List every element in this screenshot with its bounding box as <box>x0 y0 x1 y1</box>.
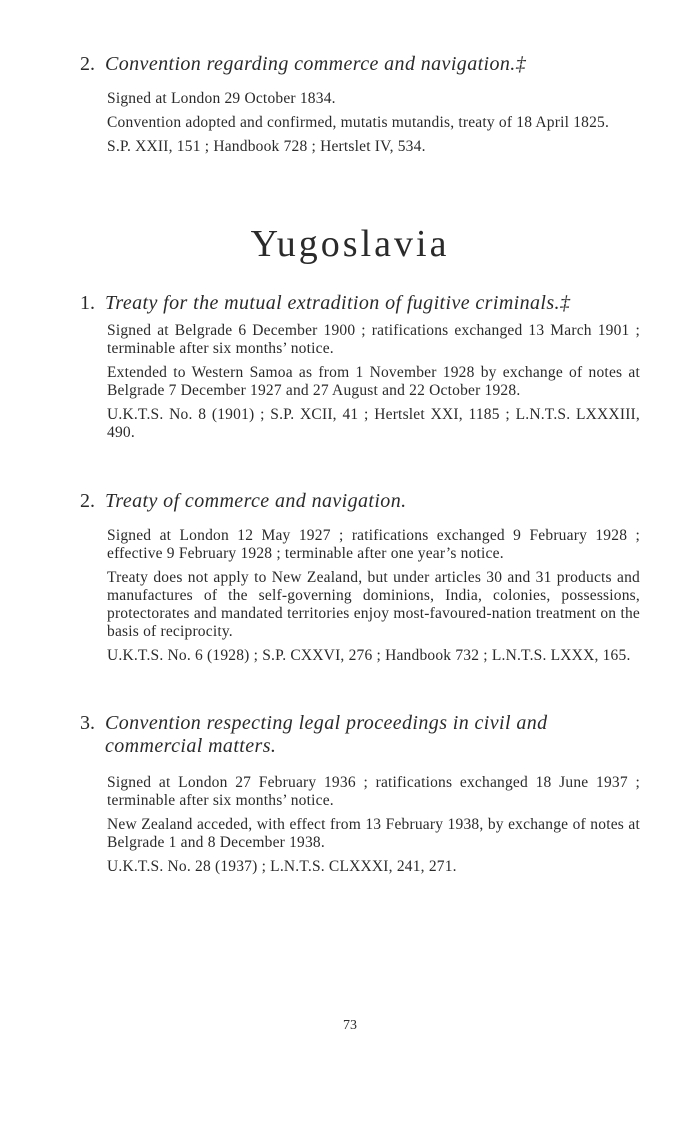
entry-paragraph: Convention adopted and confirmed, mutatis mutandis, treaty of 18 April 1825. <box>107 114 610 131</box>
entry-paragraph: U.K.T.S. No. 6 (1928) ; S.P. CXXVI, 276 ; Handbook 732 ; L.N.T.S. LXXX, 165. <box>107 647 631 664</box>
entry-commerce-navigation-1834 <box>80 53 640 162</box>
entry-title-text: Convention respecting legal proceedings in civil and commercial matters. <box>105 712 548 757</box>
entry-title <box>80 53 640 76</box>
entry-extradition <box>80 292 640 448</box>
entry-paragraph: New Zealand acceded, with effect from 13 February 1938, by exchange of notes at Belgrade 1 and 8 December 1938. <box>107 816 640 851</box>
entry-title-text: Convention regarding commerce and navigation.‡ <box>105 53 527 75</box>
entry-paragraph: Signed at London 29 October 1834. <box>107 90 336 107</box>
entry-title <box>80 490 640 513</box>
entry-paragraph: Signed at London 27 February 1936 ; ratifications exchanged 18 June 1937 ; terminable after six months’ notice. <box>107 774 640 809</box>
entry-number: 2. <box>80 490 95 512</box>
page-number: 73 <box>343 1018 357 1033</box>
entry-number: 3. <box>80 712 95 734</box>
entry-paragraph: S.P. XXII, 151 ; Handbook 728 ; Hertslet IV, 534. <box>107 138 426 155</box>
entry-title-text: Treaty for the mutual extradition of fugitive criminals.‡ <box>105 292 571 314</box>
entry-paragraph: U.K.T.S. No. 8 (1901) ; S.P. XCII, 41 ; Hertslet XXI, 1185 ; L.N.T.S. LXXXIII, 490. <box>107 406 640 441</box>
entry-title-text: Treaty of commerce and navigation. <box>105 490 407 512</box>
entry-number: 1. <box>80 292 95 314</box>
entry-number: 2. <box>80 53 95 75</box>
entry-paragraph: Signed at Belgrade 6 December 1900 ; ratifications exchanged 13 March 1901 ; terminable after six months’ notice. <box>107 322 640 357</box>
entry-paragraph: Extended to Western Samoa as from 1 November 1928 by exchange of notes at Belgrade 7 December 1927 and 27 August and 22 October 1928. <box>107 364 640 399</box>
entry-paragraph: Treaty does not apply to New Zealand, but under articles 30 and 31 products and manufactures of the self-governing dominions, India, colonies, possessions, protectorates and mandated territories enjoy most-favoured-nation treatment on the basis of reciprocity. <box>107 569 640 640</box>
entry-paragraph: Signed at London 12 May 1927 ; ratifications exchanged 9 February 1928 ; effective 9 February 1928 ; terminable after one year’s notice. <box>107 527 640 562</box>
entry-legal-proceedings <box>80 712 640 882</box>
entry-title <box>80 292 640 315</box>
entry-title <box>80 712 640 758</box>
entry-paragraph: U.K.T.S. No. 28 (1937) ; L.N.T.S. CLXXXI, 241, 271. <box>107 858 457 875</box>
section-heading: Yugoslavia <box>250 223 450 265</box>
entry-commerce-navigation-1927 <box>80 490 640 671</box>
